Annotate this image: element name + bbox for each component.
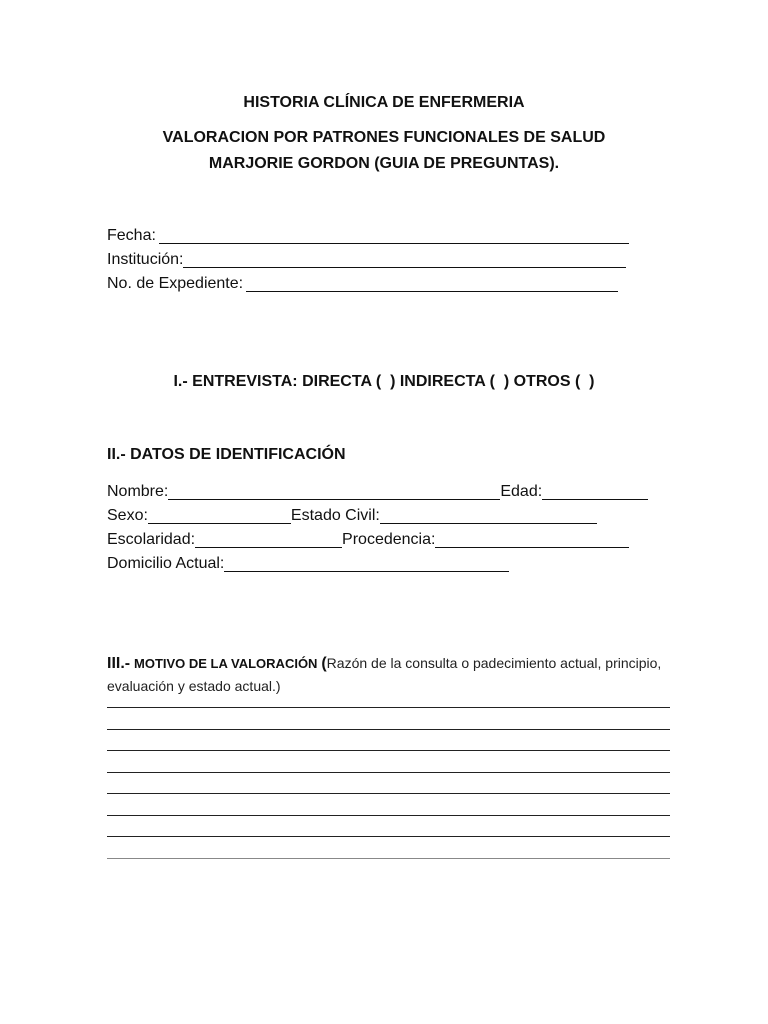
writing-line[interactable]: [107, 836, 670, 858]
datos-identificacion-heading: II.- DATOS DE IDENTIFICACIÓN: [107, 446, 346, 463]
writing-line[interactable]: [107, 772, 670, 794]
writing-line[interactable]: [107, 793, 670, 815]
escolaridad-label: Escolaridad:: [107, 531, 196, 548]
domicilio-label: Domicilio Actual:: [107, 555, 225, 572]
domicilio-row: [107, 554, 509, 574]
edad-label: Edad:: [500, 483, 543, 500]
expediente-label: No. de Expediente:: [107, 275, 244, 292]
motivo-valoracion-heading: MOTIVO DE LA VALORACIÓN: [134, 656, 318, 671]
writing-line[interactable]: [107, 750, 670, 772]
procedencia-blank[interactable]: [435, 532, 629, 548]
section3-number: III.-: [107, 655, 131, 672]
motivo-valoracion-description: Razón de la consulta o padecimiento actual, principio, evaluación y estado actual.): [107, 655, 662, 694]
domicilio-blank[interactable]: [224, 556, 509, 572]
escolaridad-row: [107, 530, 629, 550]
sexo-row: [107, 506, 597, 526]
sexo-blank[interactable]: [148, 508, 291, 524]
nombre-row: [107, 482, 648, 502]
escolaridad-blank[interactable]: [195, 532, 342, 548]
writing-line[interactable]: [107, 815, 670, 837]
fecha-row: [107, 226, 629, 246]
estado-civil-blank[interactable]: [380, 508, 597, 524]
document-title: HISTORIA CLÍNICA DE ENFERMERIA: [243, 94, 525, 111]
writing-line[interactable]: [107, 729, 670, 751]
expediente-blank[interactable]: [246, 276, 618, 292]
expediente-row: [107, 274, 618, 294]
sexo-label: Sexo:: [107, 507, 148, 524]
document-subtitle: VALORACION POR PATRONES FUNCIONALES DE SALUD: [162, 129, 606, 146]
edad-blank[interactable]: [542, 484, 648, 500]
section3-open-paren: (: [321, 655, 327, 672]
fecha-blank[interactable]: [159, 228, 629, 244]
institucion-blank[interactable]: [183, 252, 626, 268]
fecha-label: Fecha:: [107, 227, 156, 244]
motivo-writing-area[interactable]: [107, 707, 670, 879]
writing-line[interactable]: [107, 858, 670, 880]
entrevista-section: I.- ENTREVISTA: DIRECTA ( ) INDIRECTA ( ) OTROS ( ): [173, 373, 595, 390]
procedencia-label: Procedencia:: [342, 531, 436, 548]
estado-civil-label: Estado Civil:: [290, 507, 380, 524]
motivo-valoracion-section: [107, 652, 672, 697]
writing-line[interactable]: [107, 707, 670, 729]
institucion-row: [107, 250, 626, 270]
nombre-blank[interactable]: [168, 484, 500, 500]
institucion-label: Institución:: [107, 251, 184, 268]
document-subtitle-author: MARJORIE GORDON (GUIA DE PREGUNTAS).: [208, 155, 560, 172]
nombre-label: Nombre:: [107, 483, 169, 500]
